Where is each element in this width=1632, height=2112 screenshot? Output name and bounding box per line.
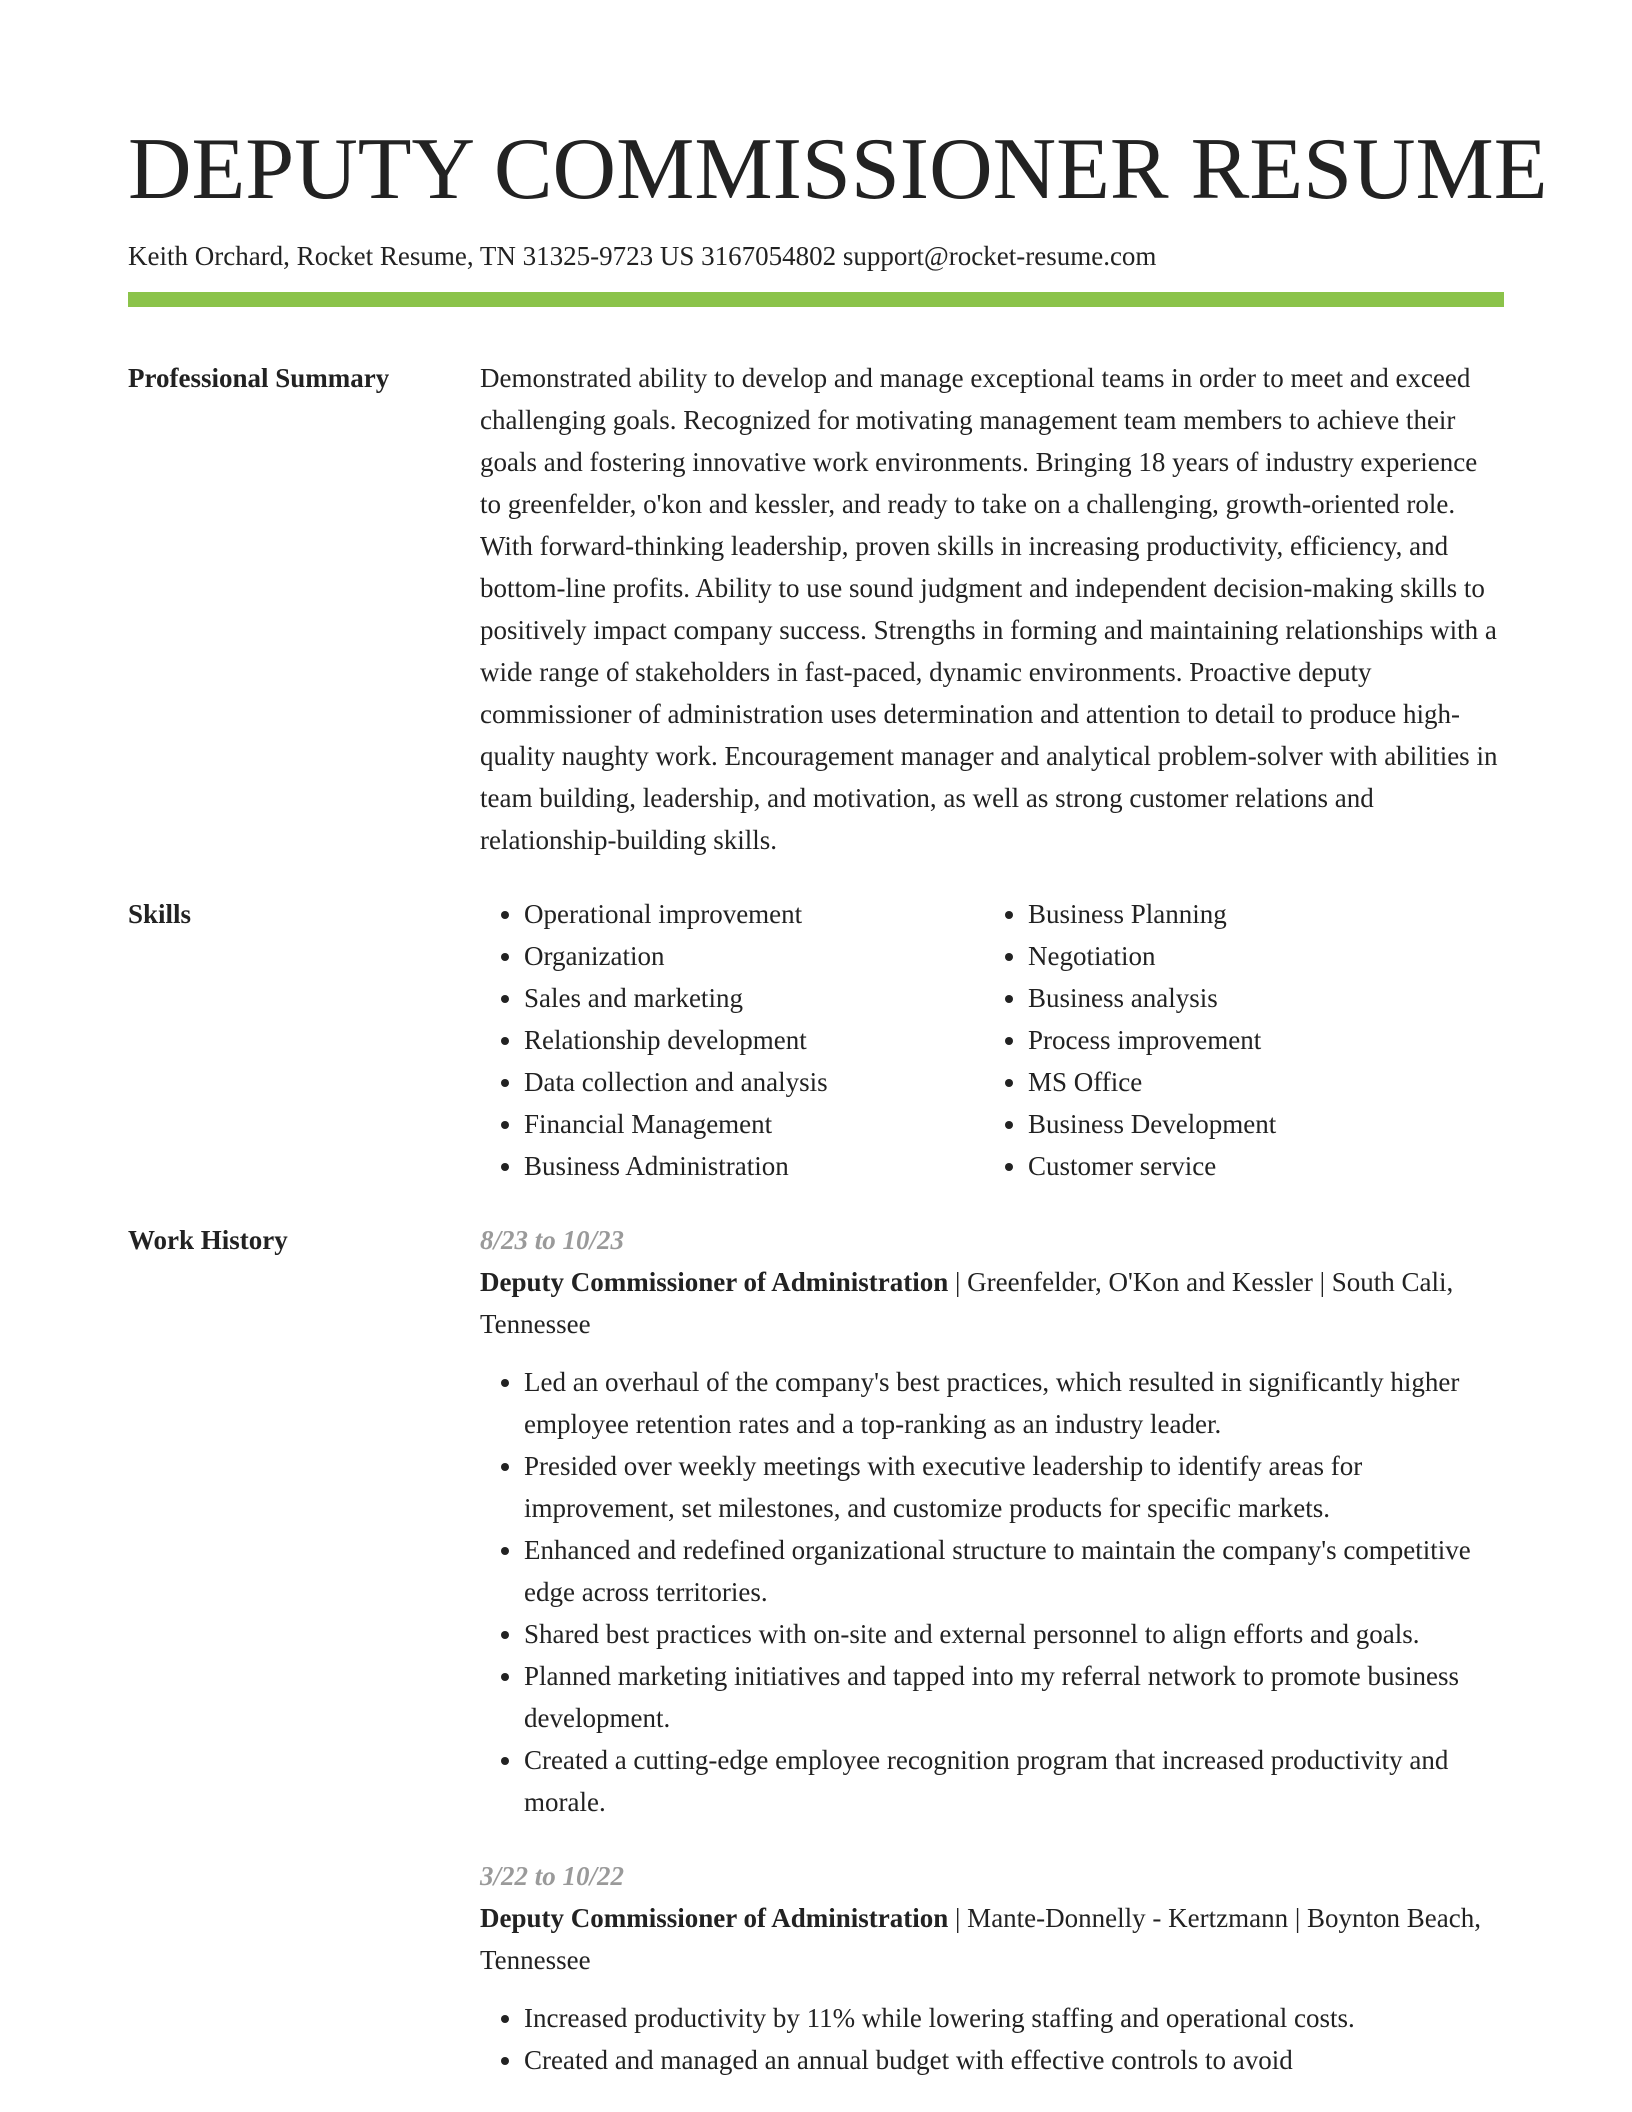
skill-item: • Relationship development [524, 1019, 984, 1061]
skill-item: • Business analysis [1028, 977, 1488, 1019]
job-bullets [480, 1997, 1504, 2081]
contact-line: Keith Orchard, Rocket Resume, TN 31325-9723 US 3167054802 support@rocket-resume.com [128, 241, 1157, 271]
skills-grid [480, 893, 1504, 1187]
job-title: Deputy Commissioner of Administration [480, 1903, 949, 1933]
job-bullet: • Increased productivity by 11% while lowering staffing and operational costs. [524, 1997, 1504, 2039]
job-entry [480, 1219, 1504, 1823]
job-title: Deputy Commissioner of Administration [480, 1267, 949, 1297]
skill-item: • Financial Management [524, 1103, 984, 1145]
job-dates: 3/22 to 10/22 [480, 1861, 625, 1891]
job-company: | Mante-Donnelly - Kertzmann | Boynton Beach, Tennessee [480, 1903, 1481, 1975]
skill-item: • Business Planning [1028, 893, 1488, 935]
resume-page [128, 0, 1548, 2081]
work-history-section [128, 1219, 1504, 2081]
skill-item: • Business Development [1028, 1103, 1488, 1145]
skill-item: • Process improvement [1028, 1019, 1488, 1061]
skills-section [128, 893, 1504, 1187]
job-bullet: • Enhanced and redefined organizational structure to maintain the company's competitive edge across territories. [524, 1529, 1504, 1613]
job-entry [480, 1855, 1504, 2081]
job-bullet: • Created a cutting-edge employee recognition program that increased productivity and morale. [524, 1739, 1504, 1823]
accent-divider [128, 292, 1504, 307]
skill-item: • Customer service [1028, 1145, 1488, 1187]
job-header [480, 1261, 1504, 1345]
skill-item: • Organization [524, 935, 984, 977]
skill-item: • MS Office [1028, 1061, 1488, 1103]
summary-section [128, 357, 1504, 861]
skills-column-1 [480, 893, 984, 1187]
skills-column-2 [984, 893, 1488, 1187]
summary-text: Demonstrated ability to develop and manage exceptional teams in order to meet and exceed challenging goals. Recognized for motivating management team members to achieve their goals and fostering innovative work environments. Bringing 18 years of industry experience to greenfelder, o'kon and kessler, and ready to take on a challenging, growth-oriented role. With forward-thinking leadership, proven skills in increasing productivity, efficiency, and bottom-line profits. Ability to use sound judgment and independent decision-making skills to positively impact company success. Strengths in forming and maintaining relationships with a wide range of stakeholders in fast-paced, dynamic environments. Proactive deputy commissioner of administration uses determination and attention to detail to produce high-quality naughty work. Encouragement manager and analytical problem-solver with abilities in team building, leadership, and motivation, as well as strong customer relations and relationship-building skills. [480, 363, 1498, 855]
job-bullet: • Shared best practices with on-site and external personnel to align efforts and goals. [524, 1613, 1504, 1655]
job-bullet: • Led an overhaul of the company's best practices, which resulted in significantly higher employee retention rates and a top-ranking as an industry leader. [524, 1361, 1504, 1445]
job-dates: 8/23 to 10/23 [480, 1225, 625, 1255]
job-bullet: • Presided over weekly meetings with executive leadership to identify areas for improvement, set milestones, and customize products for specific markets. [524, 1445, 1504, 1529]
summary-heading: Professional Summary [128, 363, 390, 393]
skill-item: • Business Administration [524, 1145, 984, 1187]
skill-item: • Sales and marketing [524, 977, 984, 1019]
work-history-heading: Work History [128, 1225, 288, 1255]
job-bullet: • Created and managed an annual budget with effective controls to avoid [524, 2039, 1504, 2081]
job-bullets [480, 1361, 1504, 1823]
job-bullet: • Planned marketing initiatives and tapped into my referral network to promote business development. [524, 1655, 1504, 1739]
skill-item: • Negotiation [1028, 935, 1488, 977]
skill-item: • Operational improvement [524, 893, 984, 935]
skill-item: • Data collection and analysis [524, 1061, 984, 1103]
job-company: | Greenfelder, O'Kon and Kessler | South Cali, Tennessee [480, 1267, 1454, 1339]
resume-title: DEPUTY COMMISSIONER RESUME [128, 121, 1548, 218]
job-header [480, 1897, 1504, 1981]
skills-heading: Skills [128, 899, 192, 929]
